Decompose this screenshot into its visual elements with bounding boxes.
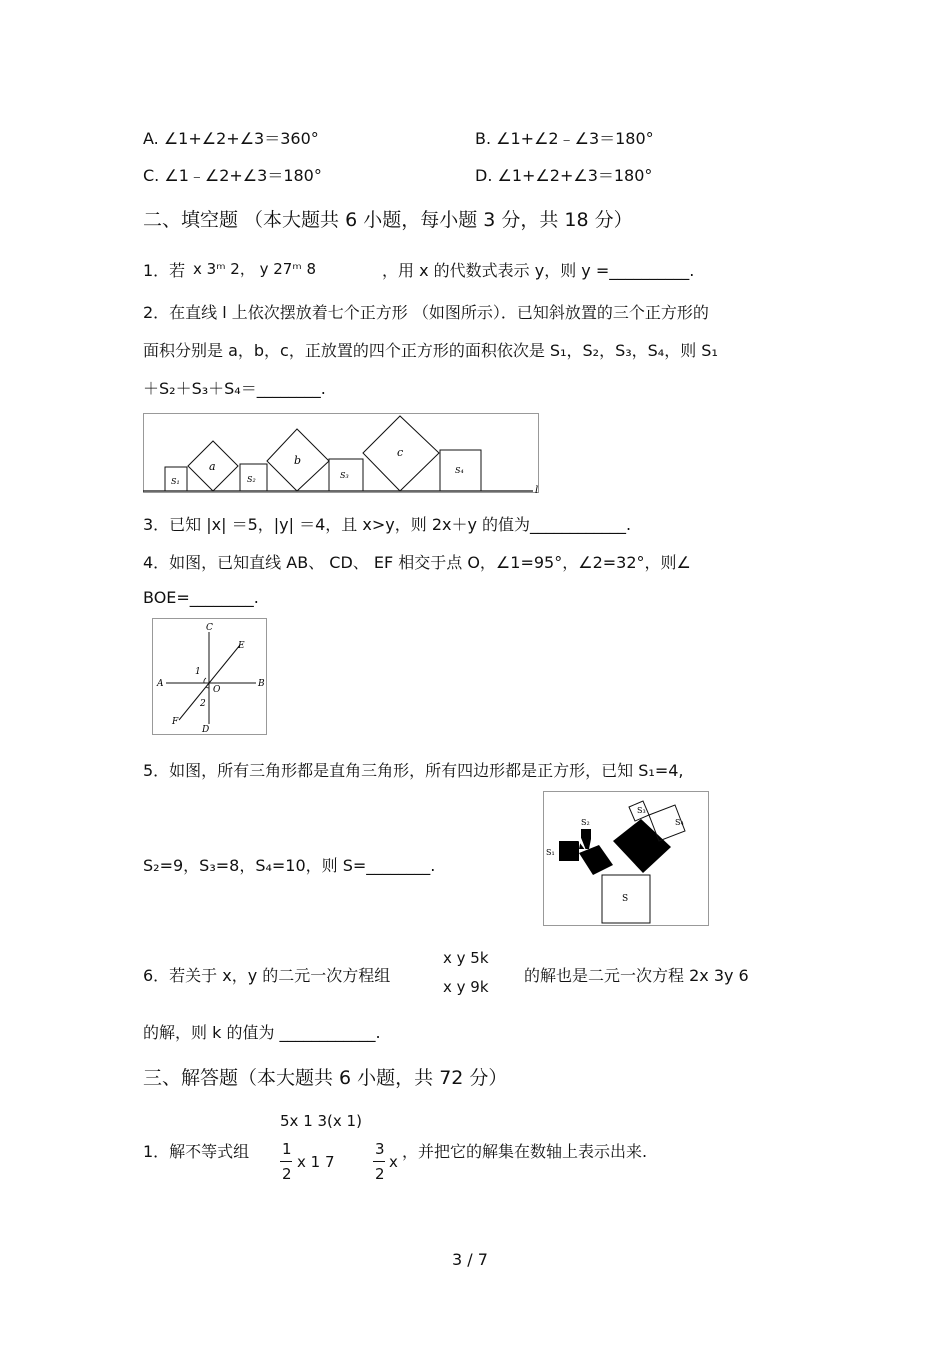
angle-2-label: 2 [200,699,206,709]
p1-frac1-den: 2 [282,1165,292,1183]
point-o-label: O [213,685,221,695]
p1-frac1-num: 1 [282,1140,292,1158]
point-d-label: D [202,725,210,735]
option-b: B. ∠1+∠2﹣∠3＝180° [475,129,654,148]
q3-text: 3．已知 |x| ＝5，|y| ＝4，且 x>y，则 2x＋y 的值为____________. [143,515,632,534]
p1-text-a: 1．解不等式组 [143,1142,250,1161]
q5-line1: 5．如图，所有三角形都是直角三角形，所有四边形都是正方形，已知 S₁=4, [143,761,684,780]
q6-line2: 的解，则 k 的值为 ____________. [143,1023,381,1042]
q2-squares-figure [143,413,543,495]
square-s3-label: S₃ [637,806,646,815]
square-s4-label: S₄ [455,466,464,475]
q5-pythagoras-figure [543,791,710,927]
square-c-label: c [397,446,404,459]
point-a-label: A [157,679,164,689]
square-a-label: a [209,460,216,473]
q5-line2: S₂=9，S₃=8，S₄=10，则 S=________. [143,856,436,875]
q2-line1: 2．在直线 l 上依次摆放着七个正方形 （如图所示）．已知斜放置的三个正方形的 [143,303,709,322]
q2-line3: ＋S₂＋S₃＋S₄＝________. [143,379,326,398]
q1-text-b: ，用 x 的代数式表示 y，则 y =__________. [382,261,695,280]
p1-frac2-bar [373,1161,385,1162]
square-s3-label: S₃ [340,471,349,480]
q6-eq2: x y 9k [443,978,489,996]
section-2-title: 二、填空题 （本大题共 6 小题，每小题 3 分，共 18 分） [143,209,633,231]
point-f-label: F [172,717,179,727]
angle-1-label: 1 [195,667,201,677]
p1-frac1-bar [280,1161,292,1162]
point-c-label: C [206,623,213,633]
q2-line2: 面积分别是 a，b，c，正放置的四个正方形的面积依次是 S₁，S₂，S₃，S₄，则 S₁ [143,341,718,360]
point-b-label: B [258,679,265,689]
q1-text-a: 1．若 [143,261,186,280]
section-3-title: 三、解答题（本大题共 6 小题，共 72 分） [143,1067,508,1089]
q6-text-a: 6．若关于 x，y 的二元一次方程组 [143,966,391,985]
line-l-label: l [535,485,539,495]
p1-frac2-num: 3 [375,1140,385,1158]
p1-ineq1: 5x 1 3(x 1) [280,1112,362,1130]
q1-expr: x 3ᵐ 2， y 27ᵐ 8 [193,260,317,278]
option-d: D. ∠1+∠2+∠3＝180° [475,166,653,185]
square-s4-label: S₄ [675,818,684,827]
q6-eq1: x y 5k [443,949,489,967]
p1-frac2-den: 2 [375,1165,385,1183]
square-b-label: b [294,454,302,467]
q6-text-b: 的解也是二元一次方程 2x 3y 6 [524,966,749,985]
square-s2-label: S₂ [581,818,590,827]
p1-ineq2-mid: x 1 7 [297,1153,335,1171]
q4-line1: 4．如图，已知直线 AB、 CD、 EF 相交于点 O，∠1=95°，∠2=32°，则∠ [143,553,691,572]
square-s2-label: S₂ [247,475,256,484]
point-e-label: E [238,641,245,651]
square-s1-label: S₁ [171,477,180,486]
option-c: C. ∠1﹣∠2+∠3＝180° [143,166,322,185]
square-s-label: S [622,894,629,904]
q4-lines-figure [152,618,268,736]
p1-text-b: ，并把它的解集在数轴上表示出来. [402,1142,648,1161]
square-s1-label: S₁ [546,848,555,857]
option-a: A. ∠1+∠2+∠3＝360° [143,129,319,148]
p1-ineq2-end: x [389,1153,398,1171]
page-number: 3 / 7 [452,1250,488,1269]
q4-line2: BOE=________. [143,588,259,607]
